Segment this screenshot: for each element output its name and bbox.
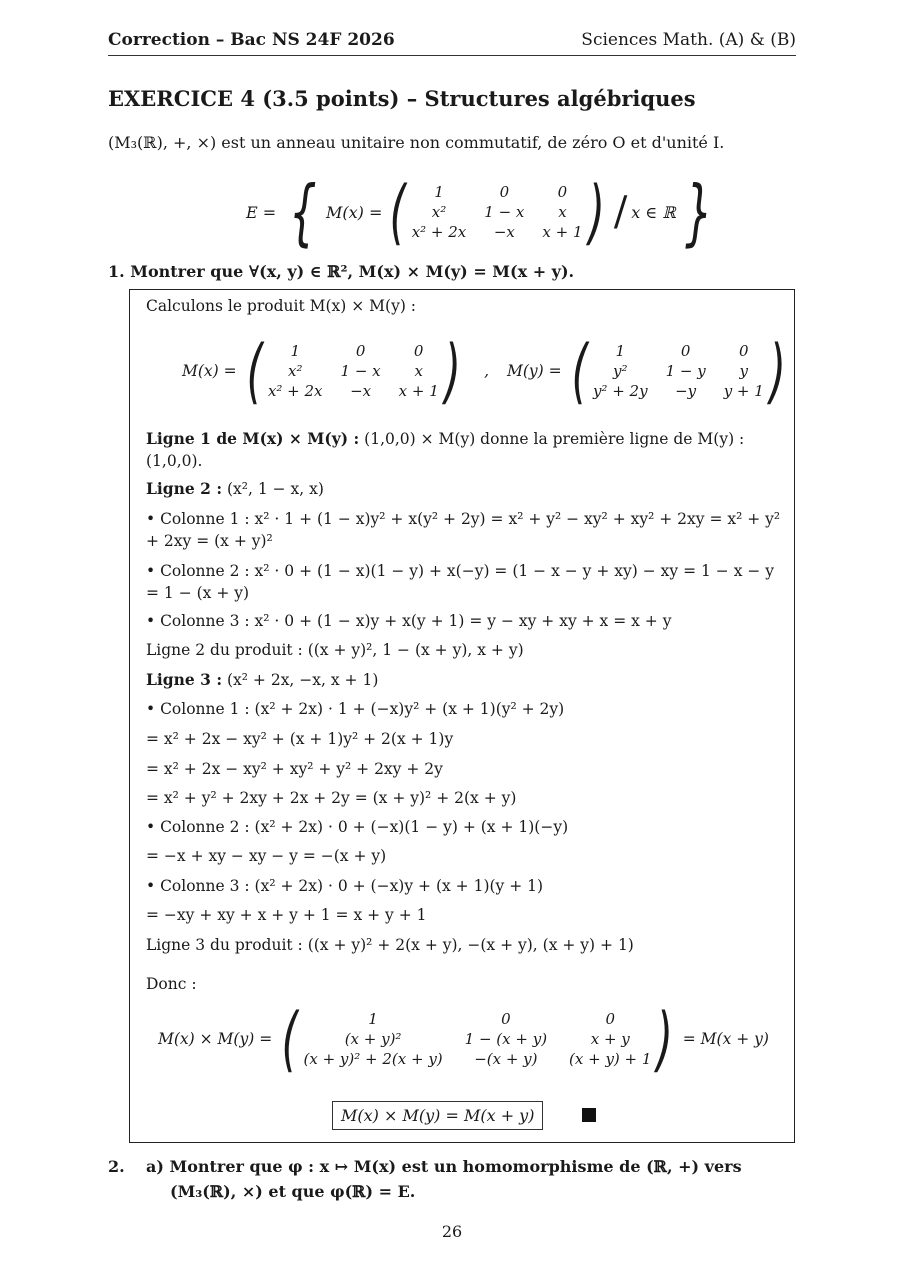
cell: 0 [501,1010,511,1028]
product-label: M(x) × M(y) = [158,1030,273,1048]
mx-grid [268,342,439,400]
l2-colonne-1: • Colonne 1 : x² · 1 + (1 − x)y² + x(y² + 2y) = x² + y² − xy² + xy² + 2xy = x² + y² + 2xy = (x + y)² [146,510,781,550]
l3-colonne-3: • Colonne 3 : (x² + 2x) · 0 + (−x)y + (x + 1)(y + 1) [146,877,544,895]
set-mx: M(x) = [325,202,383,222]
set-matrix-grid [412,183,583,241]
cell: x [558,203,567,221]
l3-colonne-2: • Colonne 2 : (x² + 2x) · 0 + (−x)(1 − y) + (x + 1)(−y) [146,818,569,836]
cell: −y [675,382,697,400]
l3-colonne-3-step-a: = −xy + xy + x + y + 1 = x + y + 1 [146,906,427,924]
donc: Donc : [146,975,197,993]
product-matrix: ( 1 0 0 (x + y)² 1 − (x + y) x + y (x + y)² + 2(x + y) −(x + y) (x + y) + 1 ) [281,998,674,1080]
cell: x² [431,203,447,221]
l2-produit: Ligne 2 du produit : ((x + y)², 1 − (x + y), x + y) [146,641,524,659]
exercise-title: EXERCICE 4 (3.5 points) – Structures algébriques [108,86,696,111]
ligne-2-label: Ligne 2 : [146,479,223,498]
cell: 1 − x [484,203,525,221]
question-1: 1. Montrer que ∀(x, y) ∈ ℝ², M(x) × M(y) = M(x + y). [108,262,575,281]
product-grid [304,1010,652,1068]
box-intro: Calculons le produit M(x) × M(y) : [146,297,417,315]
cell: y² + 2y [592,382,648,400]
cell: (x + y)² [344,1030,402,1048]
cell: 0 [355,342,366,360]
cell: x + y [590,1030,630,1048]
cell: (x + y)² + 2(x + y) [303,1050,443,1068]
l3-colonne-1-step-b: = x² + 2x − xy² + xy² + y² + 2xy + 2y [146,760,443,778]
set-lhs: E = [246,202,277,222]
cell: x [414,362,423,380]
cell: x² + 2x [411,223,467,241]
my-grid [593,342,764,400]
cell: −x [350,382,372,400]
cell: 0 [738,342,749,360]
right-brace: } [684,170,713,254]
mx-label: M(x) = [182,362,237,380]
page-number: 26 [441,1222,463,1241]
cell: 1 − x [340,362,381,380]
cell: 0 [605,1010,616,1028]
ligne-1-label: Ligne 1 de M(x) × M(y) : [146,429,360,448]
my-label: M(y) = [507,362,562,380]
cell: 0 [680,342,691,360]
cell: 1 [615,342,626,360]
l2-colonne-2: • Colonne 2 : x² · 0 + (1 − x)(1 − y) + x(−y) = (1 − x − y + xy) − xy = 1 − x − y = 1 − (x + y) [146,562,775,602]
cell: −x [493,223,515,241]
cell: 0 [499,183,510,201]
ligne-2-text: (x², 1 − x, x) [222,480,324,498]
question-2-text-cont: (M₃(ℝ), ×) et que φ(ℝ) = E. [170,1182,416,1201]
cell: y + 1 [723,382,764,400]
l3-produit: Ligne 3 du produit : ((x + y)² + 2(x + y), −(x + y), (x + y) + 1) [146,936,634,954]
cell: y² [613,362,628,380]
set-matrix: ( 1 0 0 x² 1 − x x x² + 2x −x x + 1 ) [389,171,605,253]
ligne-1 [146,428,784,472]
header-divider [108,55,796,56]
final-result: M(x) × M(y) = M(x + y) [332,1101,543,1130]
header-right: Sciences Math. (A) & (B) [581,30,796,50]
slash: / [613,189,628,235]
mx-matrix: ( 1 0 0 x² 1 − x x x² + 2x −x x + 1 ) [246,330,461,412]
my-matrix: ( 1 0 0 y² 1 − y y y² + 2y −y y + 1 ) [571,330,786,412]
header-left: Correction – Bac NS 24F 2026 [108,30,395,50]
l2-colonne-3: • Colonne 3 : x² · 0 + (1 − x)y + x(y + 1) = y − xy + xy + x = x + y [146,612,672,630]
l3-colonne-2-step-a: = −x + xy − xy − y = −(x + y) [146,847,387,865]
cell: (x + y) + 1 [569,1050,652,1068]
cell: x² [287,362,303,380]
ligne-3-label: Ligne 3 : [146,670,223,689]
mx-my-matrices [182,330,791,412]
cell: 1 [434,183,444,201]
cell: 1 [290,342,300,360]
cell: 1 [368,1010,378,1028]
ligne-1-text: (1,0,0) × M(y) donne la première ligne de M(y) : (1,0,0). [146,430,745,470]
product-rhs: = M(x + y) [682,1030,769,1048]
intro-text: (M₃(ℝ), +, ×) est un anneau unitaire non commutatif, de zéro O et d'unité I. [108,133,725,152]
cell: x + 1 [398,382,439,400]
set-cond: x ∈ ℝ [631,202,676,222]
cell: y [739,362,748,380]
cell: x² + 2x [267,382,323,400]
cell: 0 [413,342,424,360]
cell: 1 − (x + y) [464,1030,548,1048]
product-equation [158,998,769,1080]
left-brace: { [289,170,317,254]
l3-colonne-1-step-c: = x² + y² + 2xy + 2x + 2y = (x + y)² + 2(x + y) [146,789,517,807]
l3-colonne-1-step-a: = x² + 2x − xy² + (x + 1)y² + 2(x + 1)y [146,730,454,748]
cell: 0 [557,183,568,201]
ligne-3 [146,670,378,689]
qed-square-icon [582,1108,596,1122]
question-2-number: 2. [108,1157,125,1176]
set-definition [246,170,721,254]
cell: x + 1 [542,223,583,241]
question-2-text: a) Montrer que φ : x ↦ M(x) est un homomorphisme de (ℝ, +) vers [146,1157,742,1176]
ligne-3-text: (x² + 2x, −x, x + 1) [222,671,379,689]
cell: −(x + y) [474,1050,538,1068]
l3-colonne-1: • Colonne 1 : (x² + 2x) · 1 + (−x)y² + (x + 1)(y² + 2y) [146,700,565,718]
ligne-2 [146,479,324,498]
cell: 1 − y [665,362,706,380]
comma: , [484,362,489,380]
